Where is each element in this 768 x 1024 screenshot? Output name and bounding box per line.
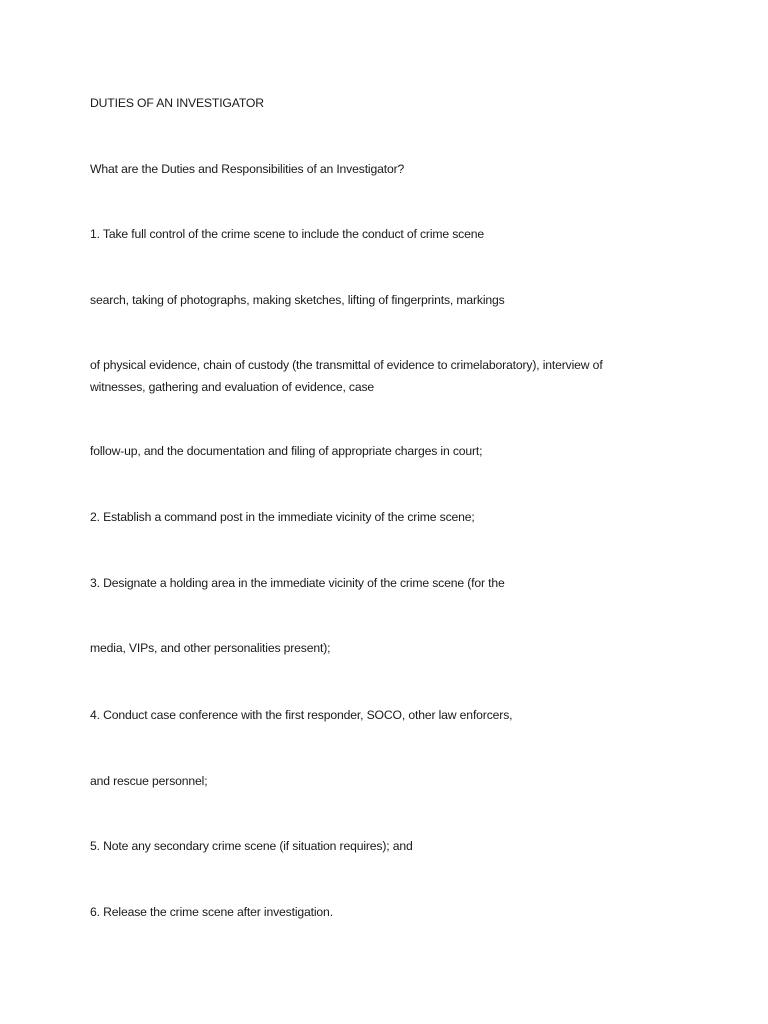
duty-1-line-2: search, taking of photographs, making sketches, lifting of fingerprints, markings — [90, 293, 505, 307]
duty-1-line-3: of physical evidence, chain of custody (the transmittal of evidence to crimelaboratory), interview of — [90, 358, 603, 372]
duty-4-line-2: and rescue personnel; — [90, 774, 208, 788]
duty-1-line-4: witnesses, gathering and evaluation of evidence, case — [90, 380, 375, 394]
duty-1-line-1: 1. Take full control of the crime scene to include the conduct of crime scene — [90, 227, 485, 241]
duty-3-line-1: 3. Designate a holding area in the immediate vicinity of the crime scene (for the — [90, 576, 505, 590]
duty-1-line-5: follow-up, and the documentation and filing of appropriate charges in court; — [90, 444, 483, 458]
duty-2-line: 2. Establish a command post in the immediate vicinity of the crime scene; — [90, 510, 475, 524]
question-line: What are the Duties and Responsibilities of an Investigator? — [90, 162, 405, 176]
duty-4-line-1: 4. Conduct case conference with the first responder, SOCO, other law enforcers, — [90, 708, 513, 722]
duty-5-line: 5. Note any secondary crime scene (if situation requires); and — [90, 839, 413, 853]
document-title: DUTIES OF AN INVESTIGATOR — [90, 96, 264, 110]
duty-6-line: 6. Release the crime scene after investigation. — [90, 905, 333, 919]
duty-3-line-2: media, VIPs, and other personalities present); — [90, 641, 331, 655]
